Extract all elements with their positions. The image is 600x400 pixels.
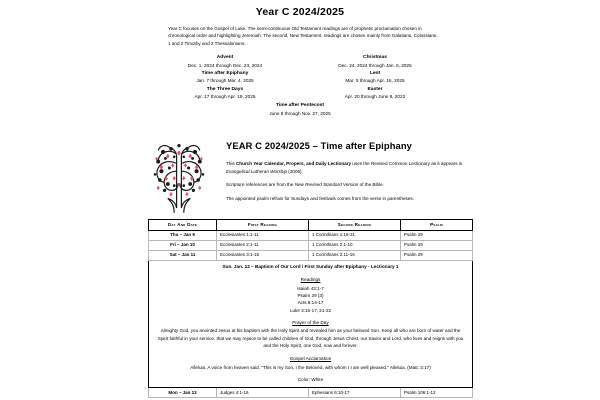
season-date-range: June 9 through Nov. 27, 2025 — [269, 110, 331, 116]
table-row — [149, 231, 473, 241]
tree-of-life-logo — [138, 136, 220, 216]
season-easter — [300, 86, 450, 101]
season-three-days — [150, 86, 300, 101]
cell-first-reading: Ecclesiastes 2:1-11 — [217, 241, 309, 251]
season-date-range: Mar. 5 through Apr. 16, 2025 — [345, 78, 405, 84]
cell-second-reading: Ephesians 6:10-17 — [309, 388, 401, 398]
season-name: Christmas — [363, 55, 387, 61]
season-name: The Three Days — [206, 86, 244, 92]
season-date-range: Jan. 7 through Mar. 4, 2025 — [196, 78, 254, 84]
column-header-day-and-date: Day And Date — [149, 220, 217, 231]
section-title: YEAR C 2024/2025 – Time after Epiphany — [226, 140, 412, 151]
cell-second-reading: 1 Corinthians 2:11-16 — [309, 251, 401, 261]
page-title: Year C 2024/2025 — [255, 6, 345, 18]
p1-c: uses the Revised Common Lectionary as it appears in — [351, 161, 463, 166]
table-header-row — [149, 220, 473, 231]
festival-row — [149, 261, 473, 388]
festival-title: Sun. Jan. 12 – Baptism of Our Lord / First Sunday after Epiphany - Lectionary 1 — [222, 264, 399, 269]
festival-cell — [149, 261, 473, 388]
p1-a: This — [226, 161, 236, 166]
liturgical-color: Color: White — [297, 377, 324, 383]
reading-item: Isaiah 43:1-7 — [297, 286, 324, 292]
prayer-body: Almighty God, you anointed Jesus at his baptism with the Holy Spirit and revealed him as your beloved Son. Keep all who are born of water and the Spirit faithful in your service, that we may rejoice to be called children of God, through Jesus Christ, our Savior and Lord, who lives and reigns with you and the Holy Spirit, one God, now and forever. — [157, 328, 464, 349]
season-date-range: Apr. 20 through June 8, 2022 — [344, 93, 406, 99]
season-date-range: Dec. 24, 2024 through Jan. 6, 2025 — [338, 62, 412, 68]
season-name: Time after Epiphany — [201, 70, 249, 76]
reading-item: Luke 3:15-17, 21-22 — [289, 307, 332, 313]
table-row — [149, 251, 473, 261]
lectionary-table — [148, 219, 472, 398]
p1-b: Church Year Calendar, Propers, and Daily Lectionary — [235, 161, 352, 166]
season-date-range: Dec. 1, 2024 through Dec. 23, 2024 — [187, 62, 263, 68]
cell-psalm: Psalm 29 — [401, 251, 473, 261]
season-time-after-epiphany — [150, 70, 300, 85]
p1-e: (2006). — [287, 168, 303, 174]
lectionary-header-section — [138, 136, 478, 216]
cell-day: Thu – Jan 9 — [149, 231, 217, 241]
cell-day: Mon – Jan 13 — [149, 388, 217, 398]
season-name: Lent — [369, 70, 381, 76]
p2-c: of the Bible. — [358, 182, 384, 188]
year-overview-section — [150, 6, 450, 117]
lectionary-source-paragraph — [226, 160, 478, 175]
season-name: Easter — [367, 86, 383, 92]
intro-paragraph: Year C focuses on the Gospel of Luke. The semi-continuous Old Testament readings are of prophetic proclamation chosen in chronological order and highlighting Jeremiah. The second, New Testament, readings are chosen mainly from Galatians, Colossians, 1 and 2 Timothy and 2 Thessalonians. — [168, 26, 438, 46]
gospel-acclamation-block — [155, 356, 466, 371]
seasons-column-left — [150, 54, 300, 101]
cell-first-reading: Ecclesiastes 3:1-15 — [217, 251, 309, 261]
reading-item: Psalm 29 (3) — [297, 293, 324, 299]
prayer-of-the-day-block — [155, 320, 466, 350]
cell-first-reading: Ecclesiastes 1:1-11 — [217, 231, 309, 241]
p1-d: Evangelical Lutheran Worship — [226, 168, 288, 174]
season-advent — [150, 54, 300, 69]
acclamation-heading: Gospel Acclamation — [289, 355, 332, 361]
seasons-list — [150, 54, 450, 117]
column-header-first-reading: First Reading — [217, 220, 309, 231]
acclamation-body: Alleluia. A voice from heaven said, "This is my Son, I the Beloved, with whom I I am well pleased." Alleluia. (Matt. 3:17) — [190, 364, 431, 370]
cell-second-reading: 1 Corinthians 1:18-31 — [309, 231, 401, 241]
p2-b: New Revised Standard Version — [294, 182, 359, 188]
cell-second-reading: 1 Corinthians 2:1-10 — [309, 241, 401, 251]
season-name: Time after Pentecost — [275, 103, 325, 109]
reading-item: Acts 8:14-17 — [297, 300, 324, 306]
season-time-after-pentecost — [150, 102, 450, 117]
cell-day: Fri – Jan 10 — [149, 241, 217, 251]
readings-heading: Readings — [300, 277, 321, 283]
table-row — [149, 388, 473, 398]
cell-psalm: Psalm 29 — [401, 231, 473, 241]
prayer-heading: Prayer of the Day — [292, 319, 329, 325]
column-header-psalm: Psalm — [401, 220, 473, 231]
column-header-second-reading: Second Reading — [309, 220, 401, 231]
season-christmas — [300, 54, 450, 69]
readings-block — [155, 277, 466, 313]
season-date-range: Apr. 17 through Apr. 19, 2025 — [194, 93, 256, 99]
scripture-version-paragraph — [226, 181, 478, 189]
season-lent — [300, 70, 450, 85]
psalm-refrain-paragraph: The appointed psalm refrain for Sundays and festivals comes from the verse in parentheses. — [226, 196, 414, 202]
cell-day: Sat – Jan 11 — [149, 251, 217, 261]
table-row — [149, 241, 473, 251]
seasons-column-right — [300, 54, 450, 101]
cell-psalm: Psalm 29 — [401, 241, 473, 251]
cell-psalm: Psalm 106:1-12 — [401, 388, 473, 398]
p2-a: Scripture references are from the — [226, 182, 295, 188]
cell-first-reading: Judges 4:1-16 — [217, 388, 309, 398]
season-name: Advent — [216, 55, 234, 61]
